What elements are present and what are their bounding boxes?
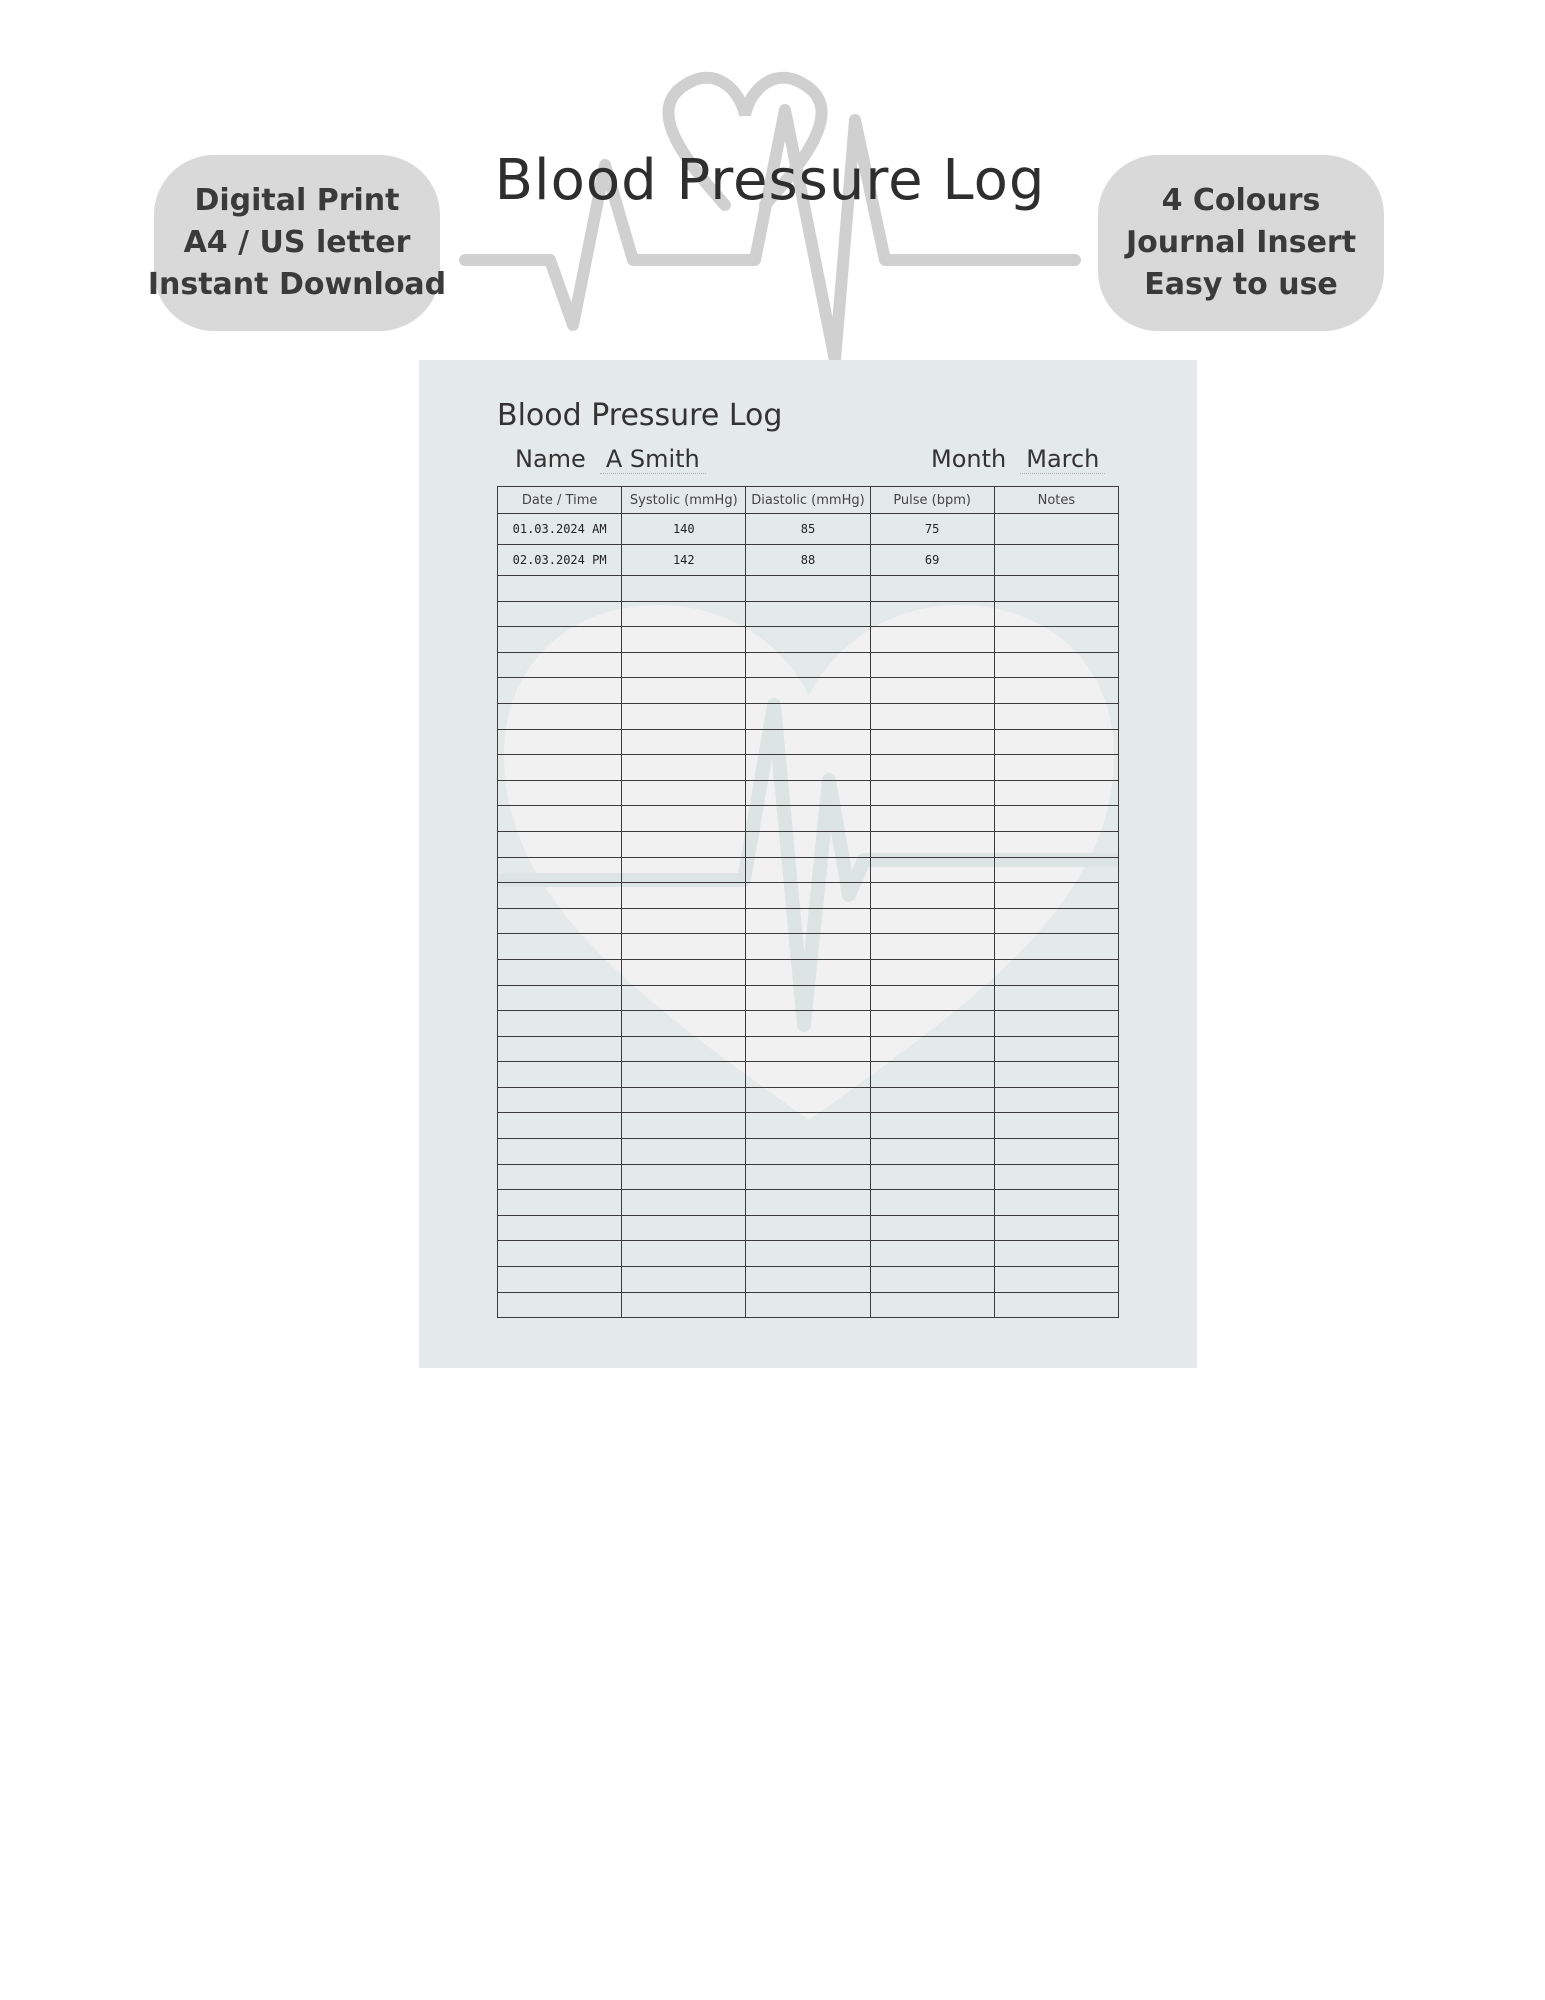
column-header: Notes [994,487,1118,514]
table-cell-empty [870,908,994,934]
table-cell-empty [870,652,994,678]
table-row-empty [498,857,1119,883]
table-cell-empty [622,831,746,857]
table-cell-empty [498,1036,622,1062]
table-cell-empty [498,1113,622,1139]
table-cell-empty [994,576,1118,602]
column-header: Date / Time [498,487,622,514]
table-row-empty [498,780,1119,806]
table-cell-empty [498,985,622,1011]
table-cell-empty [994,1139,1118,1165]
table-cell-empty [622,780,746,806]
table-cell-empty [994,1215,1118,1241]
table-cell-empty [622,1190,746,1216]
table-cell-empty [994,1267,1118,1293]
table-cell-empty [622,576,746,602]
table-cell-empty [622,652,746,678]
table-cell-empty [498,627,622,653]
table-cell-empty [746,1241,870,1267]
badge-line: Journal Insert [1125,225,1357,260]
table-cell-empty [498,780,622,806]
table-cell-empty [622,857,746,883]
table-cell-empty [498,678,622,704]
table-row-empty [498,678,1119,704]
table-cell: 69 [870,545,994,576]
table-row-empty [498,703,1119,729]
column-header: Pulse (bpm) [870,487,994,514]
features-badge-right [1098,155,1384,331]
table-header-row [498,487,1119,514]
table-cell-empty [498,1215,622,1241]
table-cell-empty [746,755,870,781]
name-field [515,445,706,473]
table-row-empty [498,1215,1119,1241]
table-row-empty [498,1011,1119,1037]
table-cell-empty [994,729,1118,755]
table-cell-empty [746,1062,870,1088]
table-cell-empty [746,780,870,806]
table-cell-empty [994,985,1118,1011]
table-row-empty [498,883,1119,909]
table-cell [994,545,1118,576]
table-cell-empty [746,627,870,653]
table-cell-empty [746,908,870,934]
table-cell-empty [870,959,994,985]
table-cell-empty [498,1190,622,1216]
table-cell-empty [994,831,1118,857]
table-cell-empty [622,1036,746,1062]
table-cell-empty [994,908,1118,934]
table-cell-empty [498,959,622,985]
table-cell-empty [498,831,622,857]
table-cell-empty [994,934,1118,960]
table-cell-empty [870,1036,994,1062]
table-cell: 85 [746,514,870,545]
table-cell-empty [746,985,870,1011]
table-row-empty [498,1139,1119,1165]
table-cell-empty [746,601,870,627]
table-cell: 01.03.2024 AM [498,514,622,545]
table-cell: 88 [746,545,870,576]
table-cell-empty [870,1292,994,1318]
table-cell-empty [746,1139,870,1165]
table-cell-empty [498,703,622,729]
table-cell-empty [622,1164,746,1190]
table-cell-empty [870,755,994,781]
table-row-empty [498,576,1119,602]
table-cell-empty [870,1139,994,1165]
table-cell-empty [994,652,1118,678]
table-cell-empty [622,1241,746,1267]
table-cell-empty [498,857,622,883]
table-cell-empty [498,1139,622,1165]
table-cell-empty [498,1164,622,1190]
table-cell-empty [498,601,622,627]
table-cell-empty [622,678,746,704]
table-cell-empty [746,831,870,857]
table-cell: 75 [870,514,994,545]
table-cell-empty [746,576,870,602]
badge-line: Easy to use [1144,267,1338,302]
table-cell-empty [746,652,870,678]
table-row-empty [498,729,1119,755]
table-cell-empty [870,1164,994,1190]
table-cell-empty [746,1113,870,1139]
table-cell-empty [870,576,994,602]
table-cell-empty [870,1241,994,1267]
month-field [931,445,1105,473]
table-cell-empty [746,883,870,909]
table-cell-empty [622,703,746,729]
table-cell-empty [870,831,994,857]
table-cell-empty [622,1087,746,1113]
banner-title: Blood Pressure Log [494,148,1046,213]
table-cell-empty [870,780,994,806]
name-value: A Smith [600,445,706,474]
table-cell-empty [870,1011,994,1037]
table-cell-empty [746,1292,870,1318]
table-cell-empty [746,703,870,729]
table-cell-empty [994,755,1118,781]
table-cell-empty [622,1215,746,1241]
table-cell-empty [994,1087,1118,1113]
table-cell-empty [622,806,746,832]
table-cell-empty [498,1062,622,1088]
table-cell-empty [994,601,1118,627]
table-cell-empty [994,1113,1118,1139]
table-row-empty [498,831,1119,857]
table-cell-empty [994,883,1118,909]
table-cell-empty [994,1241,1118,1267]
table-row-empty [498,934,1119,960]
table-cell-empty [870,703,994,729]
table-row-empty [498,1292,1119,1318]
name-label: Name [515,445,586,473]
table-cell-empty [870,1062,994,1088]
month-label: Month [931,445,1007,473]
table-cell-empty [870,1113,994,1139]
badge-line: Instant Download [147,267,447,302]
table-cell-empty [994,1190,1118,1216]
table-cell-empty [870,678,994,704]
table-cell-empty [622,1011,746,1037]
table-row-empty [498,601,1119,627]
table-cell-empty [498,1267,622,1293]
badge-line: A4 / US letter [183,225,411,260]
table-row-empty [498,806,1119,832]
table-row-empty [498,1113,1119,1139]
month-value: March [1020,445,1105,474]
table-cell-empty [622,1292,746,1318]
table-cell-empty [870,934,994,960]
table-cell: 142 [622,545,746,576]
table-cell-empty [498,883,622,909]
table-cell-empty [994,1062,1118,1088]
table-cell-empty [622,908,746,934]
table-cell-empty [498,1292,622,1318]
table-cell-empty [622,883,746,909]
table-cell-empty [622,934,746,960]
table-cell-empty [746,1087,870,1113]
table-cell-empty [498,1241,622,1267]
table-cell-empty [870,601,994,627]
table-cell-empty [994,627,1118,653]
table-cell-empty [870,1190,994,1216]
table-cell-empty [746,1164,870,1190]
table-cell-empty [498,755,622,781]
table-cell-empty [498,934,622,960]
heartbeat-heart-icon [455,70,1085,370]
log-sheet-preview [419,360,1197,1368]
table-row-empty [498,1062,1119,1088]
table-cell-empty [746,959,870,985]
table-cell-empty [746,1011,870,1037]
table-cell-empty [622,601,746,627]
sheet-title: Blood Pressure Log [497,398,783,433]
table-cell-empty [498,1011,622,1037]
table-row [498,514,1119,545]
table-row-empty [498,1087,1119,1113]
table-cell-empty [746,729,870,755]
table-row-empty [498,627,1119,653]
table-row-empty [498,1164,1119,1190]
table-cell-empty [994,703,1118,729]
table-cell-empty [994,1011,1118,1037]
table-cell-empty [622,959,746,985]
table-cell-empty [870,627,994,653]
table-row-empty [498,985,1119,1011]
table-cell-empty [498,652,622,678]
table-body [498,514,1119,1318]
table-cell-empty [994,780,1118,806]
table-cell-empty [870,729,994,755]
table-cell-empty [622,729,746,755]
table-cell [994,514,1118,545]
column-header: Systolic (mmHg) [622,487,746,514]
table-row-empty [498,908,1119,934]
table-row-empty [498,1241,1119,1267]
badge-line: 4 Colours [1161,183,1321,218]
table-cell-empty [746,857,870,883]
table-cell-empty [746,1267,870,1293]
table-cell-empty [498,806,622,832]
features-badge-left [147,155,447,331]
badge-line: Digital Print [194,183,400,218]
table-cell: 140 [622,514,746,545]
column-header: Diastolic (mmHg) [746,487,870,514]
table-row-empty [498,1036,1119,1062]
table-cell-empty [622,1062,746,1088]
table-cell-empty [622,1139,746,1165]
table-row-empty [498,1190,1119,1216]
table-cell-empty [994,1036,1118,1062]
table-cell-empty [622,755,746,781]
table-cell-empty [994,857,1118,883]
table-cell-empty [498,576,622,602]
table-cell-empty [994,1292,1118,1318]
table-cell-empty [498,1087,622,1113]
log-table [497,486,1119,1318]
table-cell-empty [746,1190,870,1216]
table-cell-empty [870,1215,994,1241]
table-cell-empty [746,806,870,832]
table-row-empty [498,652,1119,678]
table-cell-empty [622,1113,746,1139]
table-cell-empty [622,985,746,1011]
table-cell-empty [498,908,622,934]
table-cell-empty [746,1036,870,1062]
table-cell-empty [870,1087,994,1113]
table-row-empty [498,959,1119,985]
table-cell-empty [994,1164,1118,1190]
table-cell-empty [746,678,870,704]
table-cell-empty [994,678,1118,704]
table-cell-empty [746,934,870,960]
table-row-empty [498,755,1119,781]
table-cell-empty [622,1267,746,1293]
table-cell-empty [870,985,994,1011]
table-cell-empty [622,627,746,653]
table-cell-empty [994,806,1118,832]
table-cell-empty [870,883,994,909]
table-row-empty [498,1267,1119,1293]
table-cell-empty [746,1215,870,1241]
table-cell-empty [870,857,994,883]
table-cell-empty [994,959,1118,985]
table-cell-empty [870,1267,994,1293]
table-cell-empty [498,729,622,755]
table-row [498,545,1119,576]
table-cell-empty [870,806,994,832]
table-cell: 02.03.2024 PM [498,545,622,576]
